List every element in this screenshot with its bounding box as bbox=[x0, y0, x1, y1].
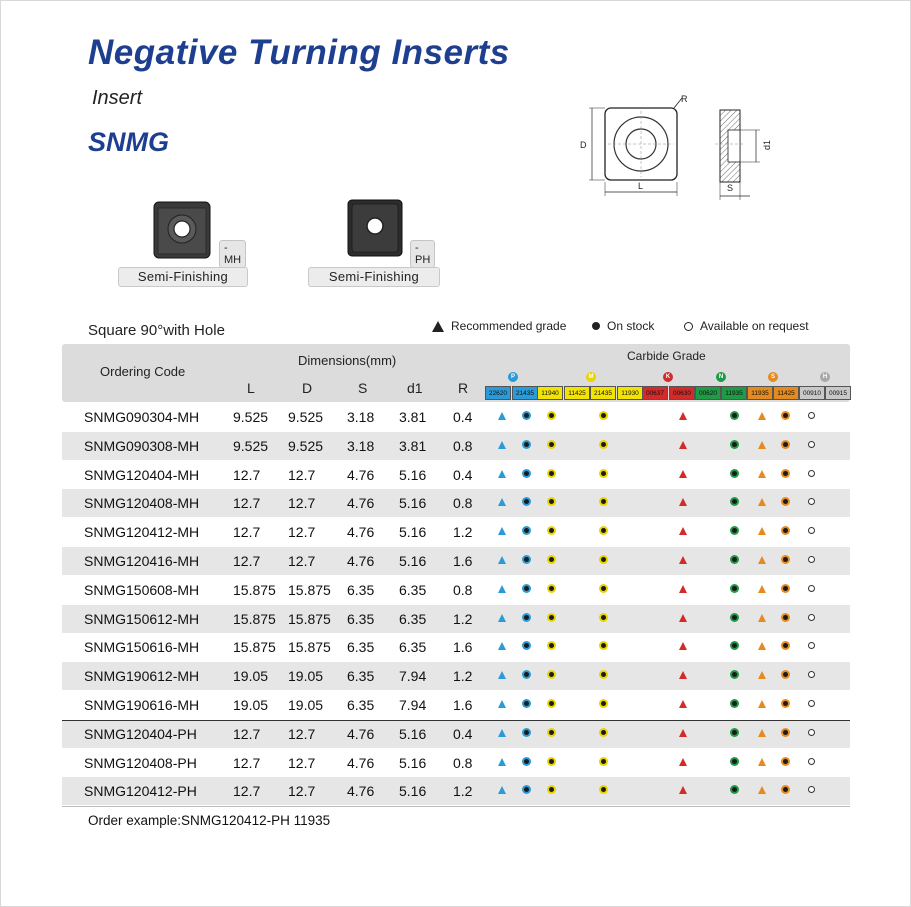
recommended-grade-icon bbox=[498, 700, 506, 708]
on-stock-icon bbox=[732, 643, 737, 648]
ordering-code-cell: SNMG150608-MH bbox=[84, 581, 200, 598]
recommended-grade-icon bbox=[758, 700, 766, 708]
table-row bbox=[62, 518, 850, 546]
header-dim-l: L bbox=[247, 380, 255, 396]
ordering-code-cell: SNMG120404-PH bbox=[84, 725, 197, 742]
dim-d-cell: 19.05 bbox=[288, 668, 324, 685]
dim-l-cell: 19.05 bbox=[233, 668, 269, 685]
dot-icon bbox=[592, 322, 600, 330]
recommended-grade-icon bbox=[679, 786, 687, 794]
dim-l-cell: 15.875 bbox=[233, 610, 276, 627]
dim-d1-cell: 3.81 bbox=[399, 409, 427, 425]
recommended-grade-icon bbox=[679, 729, 687, 737]
header-dimensions: Dimensions(mm) bbox=[298, 353, 397, 368]
dim-d1-cell: 5.16 bbox=[399, 725, 427, 742]
on-stock-icon bbox=[601, 499, 606, 504]
grade-pill-21435: 21435 bbox=[590, 386, 616, 400]
header-dim-r: R bbox=[458, 380, 469, 396]
table-header bbox=[62, 344, 850, 402]
on-stock-icon bbox=[601, 701, 606, 706]
recommended-grade-icon bbox=[498, 758, 506, 766]
dim-r-cell: 0.8 bbox=[453, 754, 473, 771]
d1-label: d1 bbox=[762, 139, 772, 150]
table-row bbox=[62, 461, 850, 489]
on-stock-icon bbox=[732, 557, 737, 562]
recommended-grade-icon bbox=[758, 470, 766, 478]
dim-s-cell: 4.76 bbox=[347, 495, 375, 512]
dim-d-cell: 12.7 bbox=[288, 466, 316, 483]
order-example: Order example:SNMG120412-PH 11935 bbox=[88, 813, 331, 828]
on-stock-icon bbox=[783, 528, 788, 533]
grade-pill-11425: 11425 bbox=[564, 386, 590, 400]
on-stock-icon bbox=[524, 586, 529, 591]
ordering-code-cell: SNMG190616-MH bbox=[84, 697, 200, 713]
recommended-grade-icon bbox=[758, 614, 766, 622]
recommended-grade-icon bbox=[498, 585, 506, 593]
table-row bbox=[62, 749, 850, 777]
recommended-grade-icon bbox=[679, 412, 687, 420]
on-stock-icon bbox=[549, 528, 554, 533]
on-stock-icon bbox=[524, 701, 529, 706]
table-row bbox=[62, 720, 850, 748]
dim-d-cell: 15.875 bbox=[288, 639, 331, 656]
dim-r-cell: 0.4 bbox=[453, 725, 473, 742]
d-label: D bbox=[580, 140, 587, 150]
recommended-grade-icon bbox=[758, 527, 766, 535]
table-row bbox=[62, 547, 850, 575]
grade-pill-00910: 00910 bbox=[799, 386, 825, 400]
dim-d-cell: 12.7 bbox=[288, 754, 316, 771]
on-stock-icon bbox=[783, 557, 788, 562]
on-stock-icon bbox=[732, 413, 737, 418]
on-stock-icon bbox=[549, 672, 554, 677]
ordering-code-cell: SNMG120412-PH bbox=[84, 783, 197, 800]
on-stock-icon bbox=[549, 413, 554, 418]
recommended-grade-icon bbox=[758, 642, 766, 650]
dim-d1-cell: 7.94 bbox=[399, 697, 427, 713]
dim-d-cell: 12.7 bbox=[288, 783, 316, 800]
on-stock-icon bbox=[601, 528, 606, 533]
on-stock-icon bbox=[524, 672, 529, 677]
on-request-icon bbox=[808, 786, 815, 793]
on-stock-icon bbox=[732, 471, 737, 476]
on-stock-icon bbox=[732, 528, 737, 533]
on-stock-icon bbox=[732, 672, 737, 677]
on-stock-icon bbox=[783, 759, 788, 764]
on-stock-icon bbox=[732, 442, 737, 447]
dim-r-cell: 1.6 bbox=[453, 553, 473, 569]
shape-caption: Square 90°with Hole bbox=[88, 322, 225, 339]
insert-mh-finish-label: Semi-Finishing bbox=[118, 267, 248, 287]
dim-d-cell: 9.525 bbox=[288, 409, 324, 425]
radius-label: R bbox=[681, 94, 688, 104]
dim-d-cell: 12.7 bbox=[288, 495, 316, 512]
on-stock-icon bbox=[549, 471, 554, 476]
table-row bbox=[62, 576, 850, 604]
recommended-grade-icon bbox=[498, 412, 506, 420]
on-stock-icon bbox=[601, 557, 606, 562]
dim-s-cell: 4.76 bbox=[347, 553, 375, 569]
insert-mh-card bbox=[118, 198, 242, 266]
on-stock-icon bbox=[732, 759, 737, 764]
grade-pill-00620: 00620 bbox=[695, 386, 721, 400]
page-title: Negative Turning Inserts bbox=[88, 33, 510, 72]
material-group-p-icon: P bbox=[508, 372, 518, 382]
dim-r-cell: 1.2 bbox=[453, 668, 473, 685]
on-stock-icon bbox=[783, 499, 788, 504]
table-row bbox=[62, 432, 850, 460]
on-stock-icon bbox=[601, 672, 606, 677]
on-request-icon bbox=[808, 498, 815, 505]
recommended-grade-icon bbox=[679, 700, 687, 708]
dim-d1-cell: 5.16 bbox=[399, 466, 427, 483]
ordering-code-cell: SNMG120404-MH bbox=[84, 466, 200, 483]
ordering-code-cell: SNMG120412-MH bbox=[84, 524, 200, 541]
dim-s-cell: 4.76 bbox=[347, 754, 375, 771]
on-stock-icon bbox=[783, 471, 788, 476]
grade-pill-11935: 11935 bbox=[721, 386, 747, 400]
ordering-code-cell: SNMG120416-MH bbox=[84, 553, 200, 569]
dim-d1-cell: 5.16 bbox=[399, 783, 427, 800]
on-stock-icon bbox=[783, 586, 788, 591]
header-dim-s: S bbox=[358, 380, 368, 396]
insert-side-view bbox=[715, 110, 772, 200]
on-stock-icon bbox=[732, 730, 737, 735]
on-stock-icon bbox=[732, 701, 737, 706]
recommended-grade-icon bbox=[758, 758, 766, 766]
on-stock-icon bbox=[783, 672, 788, 677]
dim-s-cell: 4.76 bbox=[347, 466, 375, 483]
recommended-grade-icon bbox=[758, 412, 766, 420]
table-row bbox=[62, 489, 850, 517]
recommended-grade-icon bbox=[498, 470, 506, 478]
on-stock-icon bbox=[783, 701, 788, 706]
recommended-grade-icon bbox=[758, 585, 766, 593]
dim-l-cell: 19.05 bbox=[233, 697, 269, 713]
on-stock-icon bbox=[783, 643, 788, 648]
dim-r-cell: 0.8 bbox=[453, 581, 473, 598]
on-stock-icon bbox=[783, 413, 788, 418]
table-row bbox=[62, 662, 850, 690]
dim-r-cell: 0.8 bbox=[453, 437, 473, 454]
insert-ph-image bbox=[308, 198, 408, 260]
dim-s-cell: 6.35 bbox=[347, 697, 375, 713]
table-row bbox=[62, 633, 850, 661]
on-request-icon bbox=[808, 642, 815, 649]
insert-code: SNMG bbox=[88, 127, 169, 157]
dim-l-cell: 9.525 bbox=[233, 409, 269, 425]
recommended-grade-icon bbox=[758, 498, 766, 506]
on-stock-icon bbox=[601, 759, 606, 764]
header-ordering-code: Ordering Code bbox=[100, 364, 186, 379]
on-request-icon bbox=[808, 671, 815, 678]
grade-pill-11930: 11930 bbox=[617, 386, 643, 400]
on-request-icon bbox=[808, 527, 815, 534]
table-row bbox=[62, 605, 850, 633]
group-divider bbox=[62, 720, 850, 721]
dim-l-cell: 15.875 bbox=[233, 639, 276, 656]
on-stock-icon bbox=[783, 787, 788, 792]
grade-pill-11935: 11935 bbox=[747, 386, 773, 400]
table-row bbox=[62, 691, 850, 719]
header-carbide-grade: Carbide Grade bbox=[627, 349, 706, 363]
recommended-grade-icon bbox=[758, 556, 766, 564]
dim-r-cell: 0.8 bbox=[453, 495, 473, 512]
dim-d1-cell: 5.16 bbox=[399, 524, 427, 541]
on-request-icon bbox=[808, 412, 815, 419]
on-stock-icon bbox=[783, 730, 788, 735]
on-stock-icon bbox=[549, 615, 554, 620]
dim-s-cell: 4.76 bbox=[347, 725, 375, 742]
page-subtitle: Insert bbox=[92, 87, 143, 109]
dim-d-cell: 9.525 bbox=[288, 437, 324, 454]
on-stock-icon bbox=[549, 499, 554, 504]
dim-r-cell: 0.4 bbox=[453, 409, 473, 425]
recommended-grade-icon bbox=[679, 614, 687, 622]
grade-pill-00915: 00915 bbox=[825, 386, 851, 400]
on-stock-icon bbox=[601, 442, 606, 447]
dim-d1-cell: 6.35 bbox=[399, 581, 427, 598]
ordering-code-cell: SNMG120408-MH bbox=[84, 495, 200, 512]
dim-r-cell: 1.6 bbox=[453, 639, 473, 656]
dim-r-cell: 0.4 bbox=[453, 466, 473, 483]
dim-l-cell: 12.7 bbox=[233, 783, 261, 800]
on-request-icon bbox=[808, 585, 815, 592]
ordering-code-cell: SNMG150612-MH bbox=[84, 610, 200, 627]
on-stock-icon bbox=[524, 442, 529, 447]
on-stock-icon bbox=[524, 499, 529, 504]
dim-s-cell: 6.35 bbox=[347, 581, 375, 598]
on-stock-icon bbox=[601, 643, 606, 648]
grade-pill-11940: 11940 bbox=[537, 386, 563, 400]
dim-l-cell: 12.7 bbox=[233, 524, 261, 541]
recommended-grade-icon bbox=[758, 441, 766, 449]
on-request-icon bbox=[808, 700, 815, 707]
dim-d1-cell: 5.16 bbox=[399, 495, 427, 512]
on-stock-icon bbox=[601, 413, 606, 418]
dim-s-cell: 6.35 bbox=[347, 639, 375, 656]
on-stock-icon bbox=[524, 643, 529, 648]
dim-l-cell: 12.7 bbox=[233, 725, 261, 742]
material-group-n-icon: N bbox=[716, 372, 726, 382]
dim-s-cell: 6.35 bbox=[347, 610, 375, 627]
ring-icon bbox=[684, 322, 693, 331]
dim-d-cell: 12.7 bbox=[288, 725, 316, 742]
on-stock-icon bbox=[524, 787, 529, 792]
dim-s-cell: 4.76 bbox=[347, 783, 375, 800]
legend-on-request bbox=[684, 319, 809, 333]
recommended-grade-icon bbox=[498, 556, 506, 564]
dim-l-cell: 12.7 bbox=[233, 553, 261, 569]
dim-d1-cell: 3.81 bbox=[399, 437, 427, 454]
recommended-grade-icon bbox=[498, 642, 506, 650]
on-request-icon bbox=[808, 441, 815, 448]
dim-s-cell: 6.35 bbox=[347, 668, 375, 685]
on-stock-icon bbox=[783, 615, 788, 620]
dim-d-cell: 12.7 bbox=[288, 524, 316, 541]
on-stock-icon bbox=[549, 643, 554, 648]
recommended-grade-icon bbox=[498, 671, 506, 679]
legend-recommended-label: Recommended grade bbox=[451, 319, 567, 333]
recommended-grade-icon bbox=[498, 786, 506, 794]
material-group-h-icon: H bbox=[820, 372, 830, 382]
recommended-grade-icon bbox=[679, 642, 687, 650]
on-stock-icon bbox=[549, 730, 554, 735]
dim-l-cell: 15.875 bbox=[233, 581, 276, 598]
on-stock-icon bbox=[601, 471, 606, 476]
grade-pill-11425: 11425 bbox=[773, 386, 799, 400]
on-stock-icon bbox=[524, 557, 529, 562]
table-bottom-rule bbox=[62, 806, 850, 807]
on-stock-icon bbox=[524, 413, 529, 418]
dim-l-cell: 12.7 bbox=[233, 754, 261, 771]
insert-mh-suffix: -MH bbox=[219, 240, 246, 268]
recommended-grade-icon bbox=[679, 470, 687, 478]
dim-r-cell: 1.6 bbox=[453, 697, 473, 713]
material-group-k-icon: K bbox=[663, 372, 673, 382]
insert-technical-drawing bbox=[570, 90, 790, 205]
on-stock-icon bbox=[524, 471, 529, 476]
l-label: L bbox=[638, 181, 644, 191]
on-stock-icon bbox=[524, 528, 529, 533]
dim-d1-cell: 6.35 bbox=[399, 639, 427, 656]
recommended-grade-icon bbox=[498, 441, 506, 449]
s-label: S bbox=[727, 183, 734, 193]
on-stock-icon bbox=[732, 615, 737, 620]
dim-d-cell: 15.875 bbox=[288, 581, 331, 598]
on-request-icon bbox=[808, 470, 815, 477]
dim-s-cell: 3.18 bbox=[347, 409, 375, 425]
recommended-grade-icon bbox=[679, 585, 687, 593]
legend-on-stock-label: On stock bbox=[607, 319, 655, 333]
dim-d1-cell: 7.94 bbox=[399, 668, 427, 685]
insert-ph-suffix: -PH bbox=[410, 240, 435, 268]
ordering-code-cell: SNMG090308-MH bbox=[84, 437, 200, 454]
on-stock-icon bbox=[732, 499, 737, 504]
insert-mh-image bbox=[118, 198, 218, 260]
legend-on-stock bbox=[592, 319, 654, 333]
on-stock-icon bbox=[524, 759, 529, 764]
recommended-grade-icon bbox=[679, 758, 687, 766]
on-stock-icon bbox=[601, 730, 606, 735]
grade-pill-22620: 22620 bbox=[485, 386, 511, 400]
dim-r-cell: 1.2 bbox=[453, 783, 473, 800]
recommended-grade-icon bbox=[498, 614, 506, 622]
dim-d1-cell: 6.35 bbox=[399, 610, 427, 627]
ordering-code-cell: SNMG150616-MH bbox=[84, 639, 200, 656]
recommended-grade-icon bbox=[498, 498, 506, 506]
header-dim-d1: d1 bbox=[407, 380, 423, 396]
header-dim-d: D bbox=[302, 380, 313, 396]
material-group-s-icon: S bbox=[768, 372, 778, 382]
recommended-grade-icon bbox=[679, 671, 687, 679]
insert-top-view bbox=[580, 94, 688, 196]
recommended-grade-icon bbox=[758, 671, 766, 679]
on-stock-icon bbox=[732, 586, 737, 591]
table-row bbox=[62, 403, 850, 431]
recommended-grade-icon bbox=[679, 556, 687, 564]
insert-ph-card bbox=[308, 198, 431, 266]
on-stock-icon bbox=[732, 787, 737, 792]
on-stock-icon bbox=[549, 787, 554, 792]
dim-l-cell: 12.7 bbox=[233, 466, 261, 483]
dim-r-cell: 1.2 bbox=[453, 610, 473, 627]
on-stock-icon bbox=[549, 701, 554, 706]
dim-l-cell: 12.7 bbox=[233, 495, 261, 512]
recommended-grade-icon bbox=[679, 441, 687, 449]
grade-pill-00637: 00637 bbox=[642, 386, 668, 400]
on-stock-icon bbox=[549, 586, 554, 591]
recommended-grade-icon bbox=[758, 729, 766, 737]
recommended-grade-icon bbox=[679, 498, 687, 506]
insert-ph-finish-label: Semi-Finishing bbox=[308, 267, 440, 287]
recommended-grade-icon bbox=[758, 786, 766, 794]
grade-pill-00630: 00630 bbox=[669, 386, 695, 400]
dim-d-cell: 15.875 bbox=[288, 610, 331, 627]
table-row bbox=[62, 777, 850, 805]
dim-r-cell: 1.2 bbox=[453, 524, 473, 541]
on-request-icon bbox=[808, 758, 815, 765]
on-stock-icon bbox=[601, 615, 606, 620]
recommended-grade-icon bbox=[498, 729, 506, 737]
ordering-code-cell: SNMG120408-PH bbox=[84, 754, 197, 771]
material-group-m-icon: M bbox=[586, 372, 596, 382]
dim-d-cell: 19.05 bbox=[288, 697, 324, 713]
on-stock-icon bbox=[601, 586, 606, 591]
recommended-grade-icon bbox=[498, 527, 506, 535]
on-stock-icon bbox=[601, 787, 606, 792]
ordering-code-cell: SNMG190612-MH bbox=[84, 668, 200, 685]
on-request-icon bbox=[808, 729, 815, 736]
on-request-icon bbox=[808, 614, 815, 621]
dim-s-cell: 3.18 bbox=[347, 437, 375, 454]
legend-recommended bbox=[432, 319, 566, 333]
on-stock-icon bbox=[549, 557, 554, 562]
on-stock-icon bbox=[549, 759, 554, 764]
dim-d1-cell: 5.16 bbox=[399, 553, 427, 569]
on-stock-icon bbox=[783, 442, 788, 447]
grade-pill-21435: 21435 bbox=[512, 386, 538, 400]
on-stock-icon bbox=[524, 730, 529, 735]
recommended-grade-icon bbox=[679, 527, 687, 535]
dim-d-cell: 12.7 bbox=[288, 553, 316, 569]
on-stock-icon bbox=[549, 442, 554, 447]
on-stock-icon bbox=[524, 615, 529, 620]
legend-on-request-label: Available on request bbox=[700, 319, 809, 333]
ordering-code-cell: SNMG090304-MH bbox=[84, 409, 200, 425]
dim-l-cell: 9.525 bbox=[233, 437, 269, 454]
on-request-icon bbox=[808, 556, 815, 563]
triangle-icon bbox=[432, 321, 444, 332]
dim-s-cell: 4.76 bbox=[347, 524, 375, 541]
dim-d1-cell: 5.16 bbox=[399, 754, 427, 771]
